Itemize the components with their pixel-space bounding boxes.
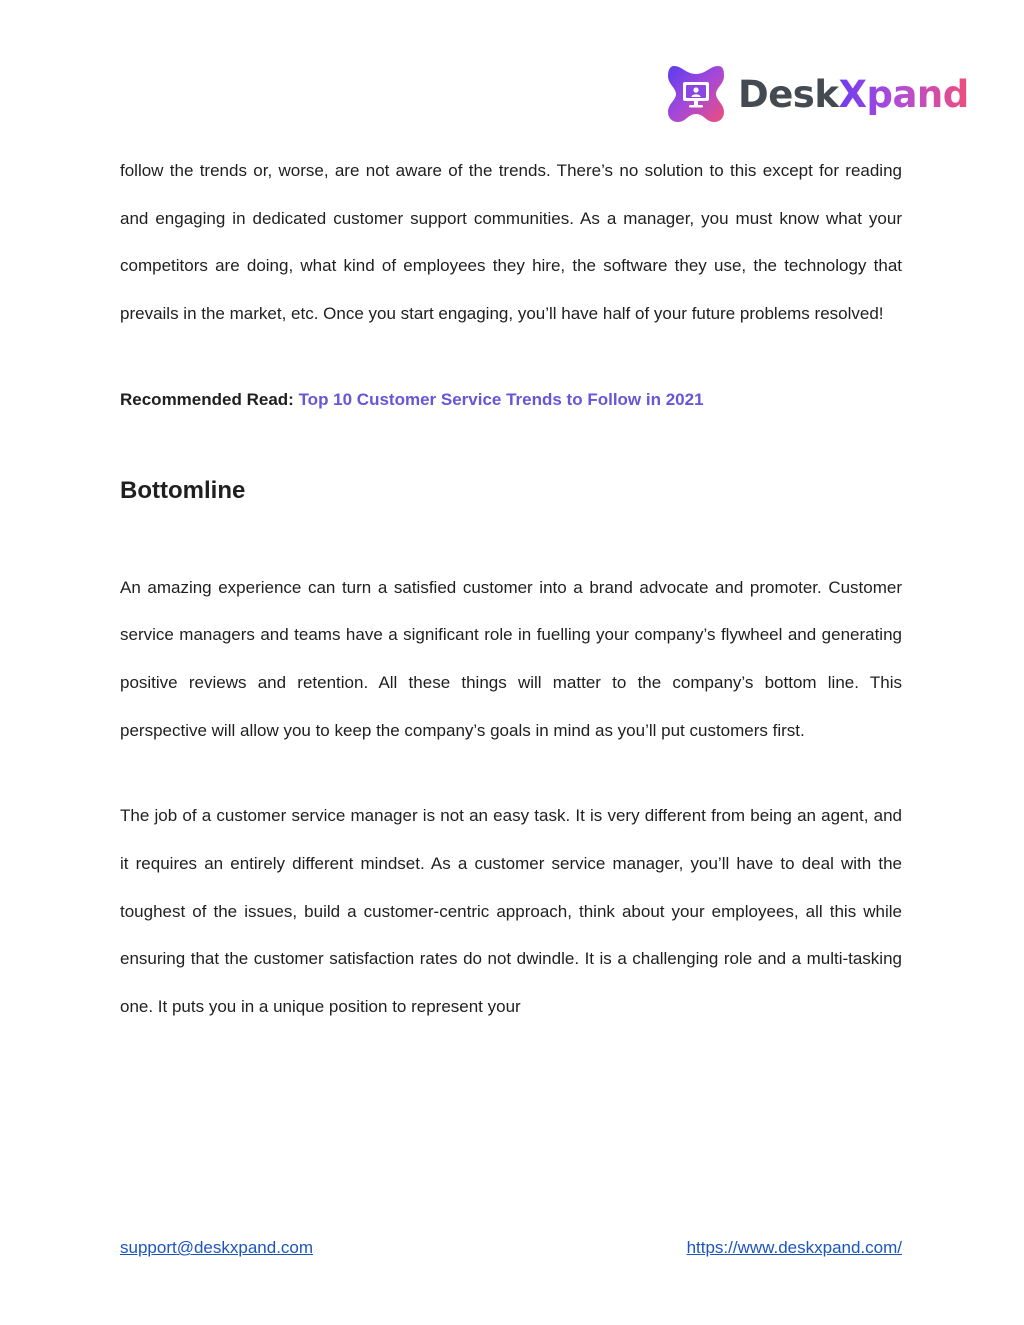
intro-paragraph: follow the trends or, worse, are not aware of the trends. There’s no solution to this except for reading and engaging in dedicated customer support communities. As a manager, you must know what your competitors are doing, what kind of employees they hire, the software they use, the technology that prevails in the market, etc. Once you start engaging, you’ll have half of your future problems resolved! <box>120 161 902 324</box>
logo-text-xpand: Xpand <box>838 72 969 116</box>
page-footer <box>120 1238 902 1258</box>
section-heading: Bottomline <box>120 476 246 504</box>
logo-text-desk: Desk <box>738 72 839 116</box>
spacer <box>120 424 902 476</box>
recommended-read <box>120 376 902 424</box>
document-body <box>120 147 902 1031</box>
bottomline-paragraph-1: An amazing experience can turn a satisfied customer into a brand advocate and promoter. Customer service managers and teams have a significant role in fuelling your company’s flywheel and generating positive reviews and retention. All these things will matter to the company’s bottom line. This perspective will allow you to keep the company’s goals in mind as you’ll put customers first. <box>120 577 902 740</box>
support-email-link[interactable]: support@deskxpand.com <box>120 1238 314 1257</box>
spacer <box>120 754 902 792</box>
deskxpand-logo <box>664 60 969 128</box>
logo-wordmark <box>738 72 969 116</box>
bottomline-paragraph-2: The job of a customer service manager is not an easy task. It is very different from being an agent, and it requires an entirely different mindset. As a customer service manager, you’ll have to deal with the toughest of the issues, build a customer-centric approach, think about your employees, all this while ensuring that the customer satisfaction rates do not dwindle. It is a challenging role and a multi-tasking one. It puts you in a unique position to represent your <box>120 806 902 1017</box>
recommended-link[interactable]: Top 10 Customer Service Trends to Follow in 2021 <box>298 389 704 409</box>
monitor-person-icon <box>664 62 728 126</box>
spacer <box>120 338 902 376</box>
spacer <box>120 506 902 564</box>
website-link[interactable]: https://www.deskxpand.com/ <box>686 1238 902 1257</box>
recommended-label: Recommended Read: <box>120 389 294 409</box>
